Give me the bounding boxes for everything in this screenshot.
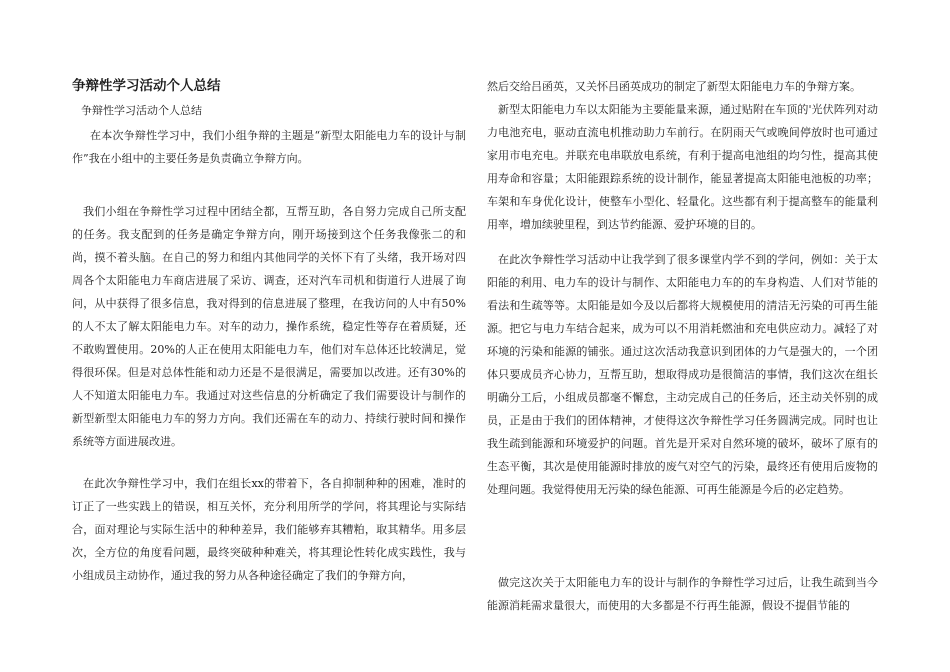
paragraph: 我们小组在争辩性学习过程中团结全都，互帮互助，各自努力完成自己所支配的任务。我支配到的任务是确定争辩方向，刚开场接到这个任务我像张二的和尚，摸不着头脑。在自己的努力和组内其他同学的关怀下有了头绪，我开场对四周各个太阳能电力车商店进展了采访、调查，还对汽车司机和街道行人进展了询问，从中获得了很多信息，我对得到的信息进展了整理，在我访问的人中有50%的人不太了解太阳能电力车。对车的动力，操作系统，稳定性等存在着质疑，还不敢购置使用。20%的人正在使用太阳能电力车，他们对车总体还比较满足，觉得很环保。但是对总体性能和动力还是不是很满足，需要加以改进。还有30%的人不知道太阳能电力车。我通过对这些信息的分析确定了我们需要设计与制作的新型新型太阳能电力车的努力方向。我们还需在车的动力、持续行驶时间和操作系统等方面进展改进。	[72, 205, 466, 448]
paragraph: 新型太阳能电力车以太阳能为主要能量来源，通过贴附在车顶的'光伏阵列对动力电池充电，驱动直流电机推动助力车前行。在阴雨天气或晚间停放时也可通过家用市电充电。并联充电串联放电系统，有利于提高电池组的均匀性，提高其使用寿命和容量；太阳能跟踪系统的设计制作，能显著提高太阳能电池板的功率；车架和车身优化设计，使整车小型化、轻量化。这些都有利于提高整车的能量利用率，增加续驶里程，到达节约能源、爱护环境的目的。	[487, 103, 878, 231]
document-title: 争辩性学习活动个人总结	[72, 78, 221, 94]
document-subtitle: 争辩性学习活动个人总结	[81, 104, 202, 117]
paragraph: 做完这次关于太阳能电力车的设计与制作的争辩性学习过后，让我生疏到当今能源消耗需求量很大，而使用的大多都是不行再生能源，假设不提倡节能的	[487, 576, 878, 612]
paragraph: 在此次争辩性学习活动中让我学到了很多课堂内学不到的学问，例如：关于太阳能的利用、电力车的设计与制作、太阳能电力车的的车身构造、人们对节能的看法和生疏等等。太阳能是如今及以后都将大规模使用的清洁无污染的可再生能源。把它与电力车结合起来，成为可以不用消耗燃油和充电供应动力。减轻了对环境的污染和能源的铺张。通过这次活动我意识到团体的力气是强大的，一个团体只要成员齐心协力，互帮互助，想取得成功是很简洁的事情，我们这次在组长明确分工后，小组成员都毫不懈怠，主动完成自己的任务后，还主动关怀别的成员，正是由于我们的团体精神，才使得这次争辩性学习任务圆满完成。同时也让我生疏到能源和环境爱护的问题。首先是开采对自然环境的破坏，破坏了原有的生态平衡，其次是使用能源时排放的废气对空气的污染，最终还有使用后废物的处理问题。我觉得使用无污染的绿色能源、可再生能源是今后的必定趋势。	[487, 253, 878, 496]
paragraph: 在此次争辩性学习中，我们在组长xx的带着下，各自抑制种种的困难，准时的订正了一些实践上的错误，相互关怀，充分利用所学的学问，将其理论与实际结合，面对理论与实际生活中的种种差异，我们能够弃其糟粕，取其精华。用多层次，全方位的角度看问题，最终突破种种难关，将其理论性转化成实践性，我与小组成员主动协作，通过我的努力从各种途径确定了我们的争辩方向，	[72, 477, 466, 582]
paragraph: 然后交给吕函英，又关怀吕函英成功的制定了新型太阳能电力车的争辩方案。	[487, 80, 861, 93]
paragraph: 在本次争辩性学习中，我们小组争辩的主题是“新型太阳能电力车的设计与制作”我在小组中的主要任务是负责确立争辩方向。	[72, 129, 466, 165]
